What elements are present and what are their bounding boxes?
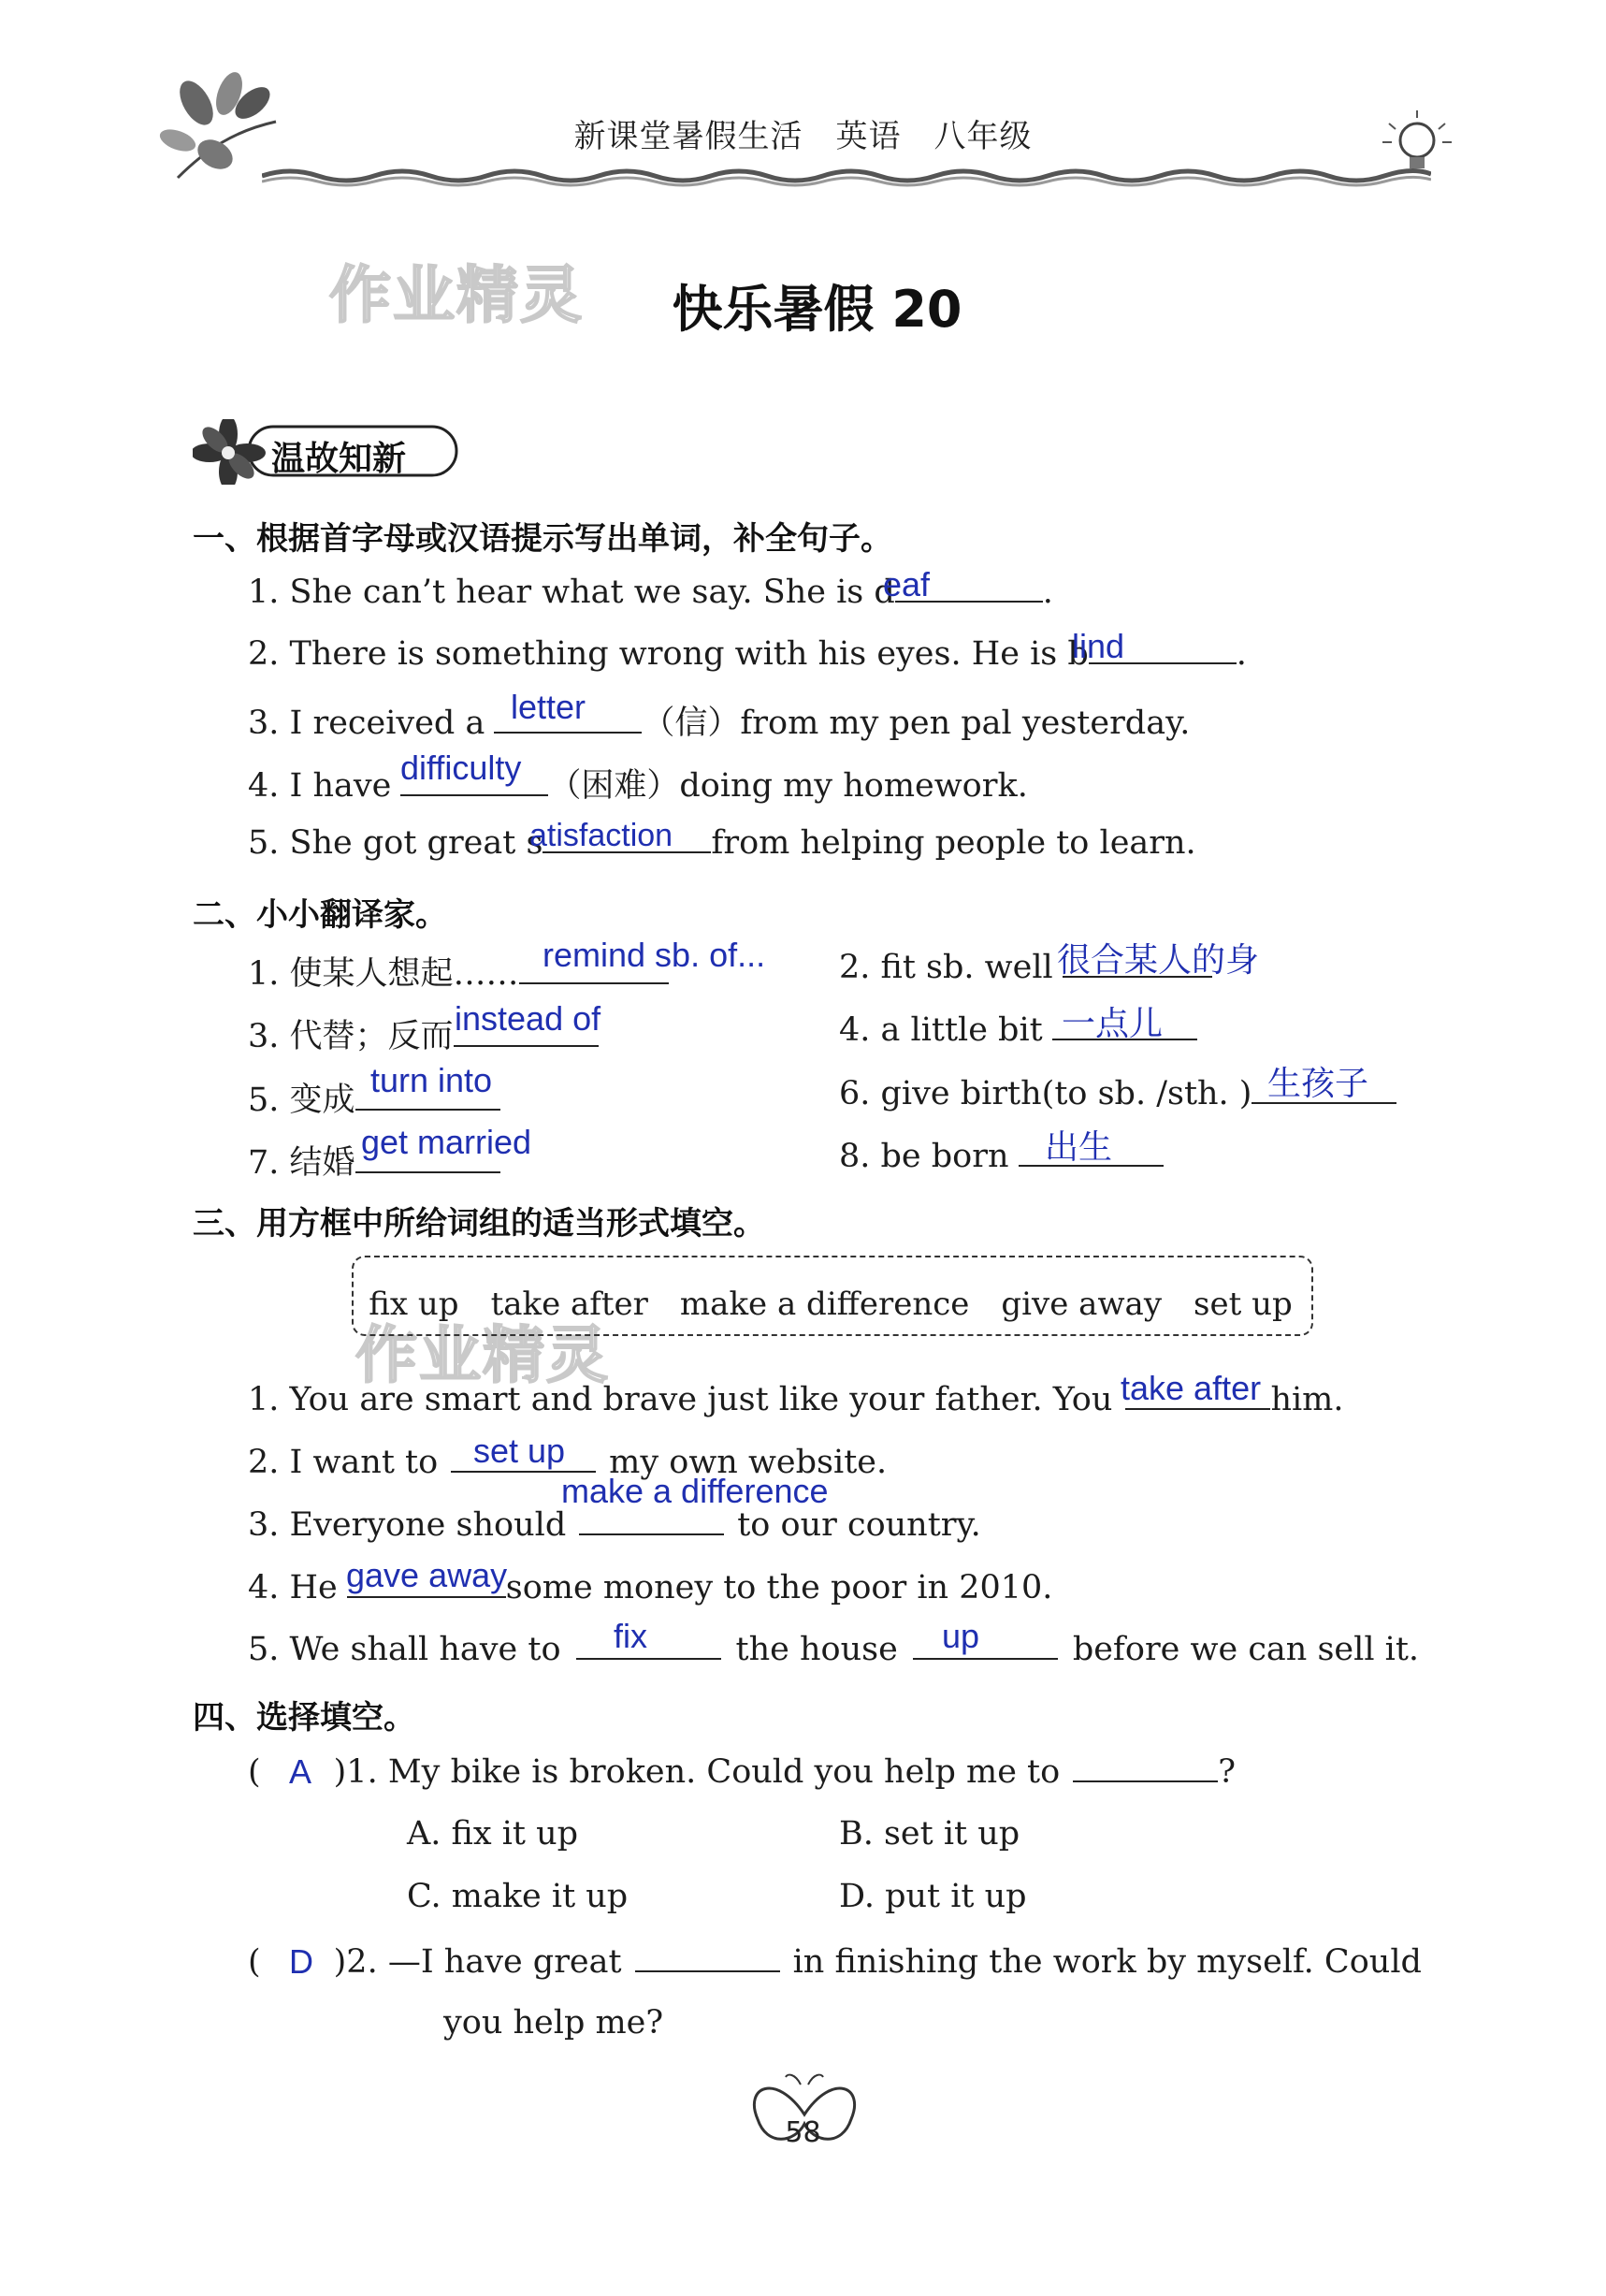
part3-answer-2: set up [473,1431,566,1470]
part1-answer-4: difficulty [400,748,522,787]
part4-q1-option-b: B. set it up [839,1815,1020,1853]
part3-item-5: 5. We shall have to the house before we can sell it. [248,1631,1420,1668]
header-title: 新课堂暑假生活 英语 八年级 [573,118,1033,155]
part3-answer-5a: fix [614,1617,647,1655]
part2-answer-5: turn into [370,1061,493,1099]
part4-q2-line2: you help me? [443,2004,664,2042]
part1-answer-1: eaf [883,565,931,603]
part3-item-3: 3. Everyone should to our country. [248,1506,981,1544]
part3-heading: 三、用方框中所给词组的适当形式填空。 [193,1205,765,1242]
part4-q1: ( )1. My bike is broken. Could you help me to ? [248,1753,1236,1791]
part2-answer-7: get married [361,1123,532,1161]
part1-item-5: 5. She got great s from helping people to learn. [248,824,1196,862]
part1-answer-3: letter [511,688,586,726]
part3-item-2: 2. I want to my own website. [248,1444,888,1481]
flower-icon [193,419,266,485]
part3-answer-4: gave away [346,1556,508,1594]
part2-item-8: 8. be born [839,1137,1164,1175]
part1-answer-2: lind [1072,627,1125,665]
part1-item-2: 2. There is something wrong with his eyes. He is b . [248,635,1247,673]
page-number: 58 [785,2116,821,2149]
part2-item-1: 1. 使某人想起…… [248,948,669,995]
section-badge-label: 温故知新 [271,440,407,478]
part4-q2: ( )2. —I have great in finishing the work by myself. Could [248,1943,1422,1981]
part3-item-4: 4. He some money to the poor in 2010. [248,1569,1053,1606]
word-box-text: fix up take after make a difference give away set up [369,1286,1293,1323]
part3-answer-1: take after [1121,1369,1262,1407]
header-wavy-line [262,157,1431,195]
page-title: 快乐暑假 20 [672,280,962,339]
part2-item-4: 4. a little bit [839,1010,1197,1049]
part3-answer-3: make a difference [561,1472,829,1510]
part3-item-1: 1. You are smart and brave just like your father. You him. [248,1381,1344,1418]
part2-item-2: 2. fit sb. well [839,948,1212,986]
part2-answer-6: 生孩子 [1267,1064,1369,1102]
part3-answer-5b: up [942,1617,980,1655]
part2-item-6: 6. give birth(to sb. /sth. ) [839,1074,1396,1112]
part1-answer-5: atisfaction [529,818,673,853]
part2-answer-2: 很合某人的身 [1057,940,1260,979]
part2-item-5: 5. 变成 [248,1074,500,1121]
part2-answer-1: remind sb. of... [543,936,766,974]
part1-item-3: 3. I received a （信）from my pen pal yesterday. [248,705,1191,742]
part2-answer-3: instead of [455,999,601,1038]
part2-item-7: 7. 结婚 [248,1137,500,1184]
part4-q1-option-c: C. make it up [407,1878,629,1915]
part4-q1-option-d: D. put it up [839,1878,1027,1915]
watermark-middle: 作业精灵 [355,1319,610,1391]
part1-item-1: 1. She can’t hear what we say. She is d . [248,574,1053,611]
part2-heading: 二、小小翻译家。 [193,896,447,934]
watermark-top: 作业精灵 [329,259,584,331]
part4-heading: 四、选择填空。 [193,1699,415,1737]
part4-q1-option-a: A. fix it up [407,1815,579,1853]
part2-answer-4: 一点儿 [1062,1004,1164,1042]
part1-item-4: 4. I have （困难）doing my homework. [248,767,1028,805]
part2-item-3: 3. 代替；反而 [248,1010,599,1057]
part2-answer-8: 出生 [1045,1127,1113,1166]
part1-heading: 一、根据首字母或汉语提示写出单词，补全句子。 [193,520,892,558]
part4-q1-answer: A [289,1752,312,1791]
part4-q2-answer: D [289,1942,313,1981]
